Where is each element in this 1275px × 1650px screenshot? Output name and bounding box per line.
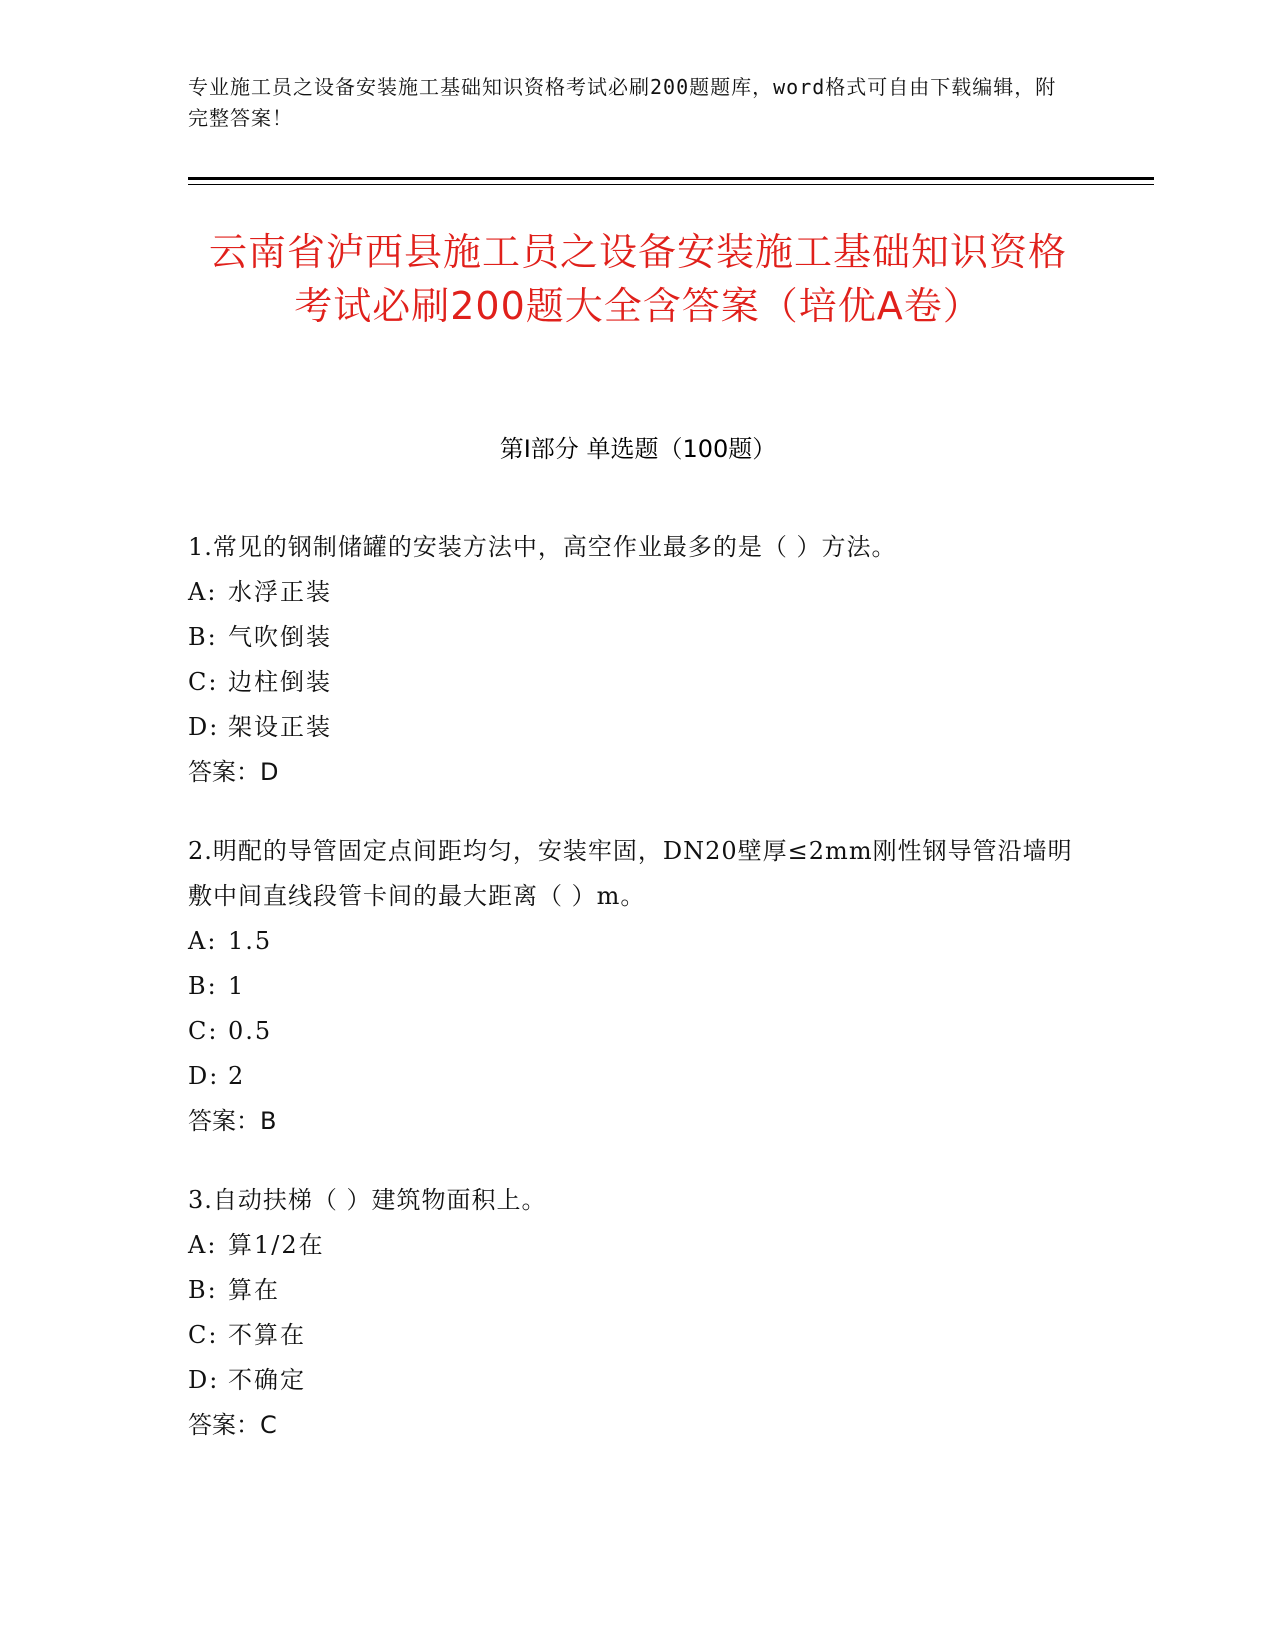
option-letter: C: <box>188 668 219 696</box>
option-letter: D: <box>188 1366 220 1394</box>
option-letter: B: <box>188 1276 218 1304</box>
option-a <box>188 1223 1088 1268</box>
question-3 <box>188 1178 1088 1448</box>
option-text: 1 <box>228 972 246 1000</box>
option-text: 0.5 <box>228 1017 273 1045</box>
option-text: 气吹倒装 <box>228 623 332 651</box>
question-stem: 1.常见的钢制储罐的安装方法中，高空作业最多的是（ ）方法。 <box>188 533 897 561</box>
option-b <box>188 615 1088 660</box>
option-a <box>188 919 1088 964</box>
option-text: 不算在 <box>228 1321 306 1349</box>
question-stem: 2.明配的导管固定点间距均匀，安装牢固，DN20壁厚≤2mm刚性钢导管沿墙明敷中间直线段管卡间的最大距离（ ）m。 <box>188 837 1073 910</box>
option-letter: A: <box>188 927 218 955</box>
section-title: 第I部分 单选题（100题） <box>499 435 777 463</box>
option-c <box>188 1009 1088 1054</box>
option-letter: A: <box>188 1231 218 1259</box>
option-text: 算在 <box>228 1276 280 1304</box>
option-text: 算1/2在 <box>228 1231 325 1259</box>
option-b <box>188 1268 1088 1313</box>
option-letter: D: <box>188 1062 220 1090</box>
option-d <box>188 705 1088 750</box>
option-text: 水浮正装 <box>228 578 332 606</box>
option-letter: B: <box>188 972 218 1000</box>
question-stem: 3.自动扶梯（ ）建筑物面积上。 <box>188 1186 547 1214</box>
option-c <box>188 660 1088 705</box>
question-list <box>188 525 1088 1482</box>
option-text: 架设正装 <box>228 713 332 741</box>
option-d <box>188 1358 1088 1403</box>
question-1 <box>188 525 1088 795</box>
option-a <box>188 570 1088 615</box>
option-letter: C: <box>188 1017 219 1045</box>
answer: 答案：C <box>188 1411 277 1439</box>
option-c <box>188 1313 1088 1358</box>
option-text: 不确定 <box>228 1366 306 1394</box>
option-text: 边柱倒装 <box>228 668 332 696</box>
option-text: 1.5 <box>228 927 273 955</box>
option-text: 2 <box>228 1062 246 1090</box>
option-letter: D: <box>188 713 220 741</box>
answer: 答案：D <box>188 758 279 786</box>
header-note: 专业施工员之设备安装施工基础知识资格考试必刷200题题库，word格式可自由下载编辑，附完整答案！ <box>188 75 1057 130</box>
document-title: 云南省泸西县施工员之设备安装施工基础知识资格考试必刷200题大全含答案（培优A卷） <box>208 230 1067 328</box>
header-rule-thin <box>188 184 1154 185</box>
option-letter: C: <box>188 1321 219 1349</box>
question-2 <box>188 829 1088 1144</box>
answer: 答案：B <box>188 1107 277 1135</box>
header-rule-thick <box>188 177 1154 180</box>
option-letter: B: <box>188 623 218 651</box>
option-b <box>188 964 1088 1009</box>
option-letter: A: <box>188 578 218 606</box>
option-d <box>188 1054 1088 1099</box>
